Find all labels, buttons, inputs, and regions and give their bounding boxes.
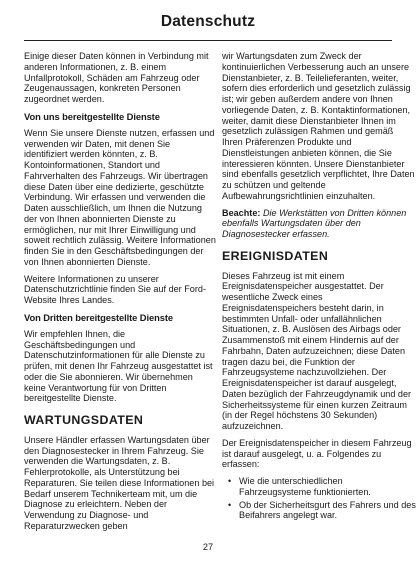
right-column	[222, 51, 416, 523]
note-text: Die Werkstätten von Dritten können ebenfalls Wartungsdaten über den Diagnosestecker erfassen.	[222, 207, 407, 239]
intro-paragraph: Einige dieser Daten können in Verbindung mit anderen Informationen, z. B. einem Unfallprotokoll, Schäden am Fahrzeug oder Zeugenaussagen, konkreten Personen zugeordnet werden.	[24, 51, 209, 104]
heading-maintenance-data: WARTUNGSDATEN	[24, 413, 144, 427]
header-divider	[24, 40, 392, 41]
heading-own-services: Von uns bereitgestellte Dienste	[24, 110, 160, 122]
heading-event-data: EREIGNISDATEN	[222, 248, 329, 263]
event-data-list	[222, 476, 416, 521]
page-number: 27	[202, 542, 214, 552]
list-item	[222, 476, 416, 498]
maintenance-paragraph: Unsere Händler erfassen Wartungsdaten über den Diagnosestecker in Ihrem Fahrzeug. Sie verwenden die Wartungsdaten, z. B. Fehlerprotokolle, als Unterstützung bei Reparaturen. Sie teilen diese Informationen bei Bedarf unserem Technikerteam mit, um die Diagnose zu erleichtern. Neben der Verwendung zu Diagnose- und Reparaturzwecken geben	[24, 434, 215, 531]
own-services-paragraph-2: Weitere Informationen zu unserer Datenschutzrichtlinie finden Sie auf der Ford-Website Ihres Landes.	[24, 273, 206, 305]
list-item-text: Wie die unterschiedlichen Fahrzeugsysteme funktionierten.	[239, 476, 371, 497]
event-paragraph-2: Der Ereignisdatenspeicher in diesem Fahrzeug ist darauf ausgelegt, u. a. Folgendes zu erfassen:	[222, 437, 412, 470]
note-label: Beachte:	[222, 207, 261, 218]
maintenance-continued-paragraph: wir Wartungsdaten zum Zweck der kontinuierlichen Verbesserung auch an unsere Dienstanbieter, z. B. Teilelieferanten, weiter, sofern dies erforderlich und gesetzlich zulässig ist; wir geben außerdem andere von Ihnen vorliegende Daten, z. B. Kontaktinformationen, weiter, damit diese Dienstanbieter Ihnen im gesetzlich zulässigen Rahmen und gemäß Ihren Präferenzen Produkte und Dienstleistungen anbieten können, die Sie interessieren könnten. Unsere Dienstanbieter sind ebenfalls gesetzlich verpflichtet, Ihre Daten zu schützen und geltende Aufbewahrungsrichtlinien einzuhalten.	[222, 51, 415, 201]
own-services-paragraph-1: Wenn Sie unsere Dienste nutzen, erfassen und verwenden wir Daten, mit denen Sie identifiziert werden könnten, z. B. Kontoinformationen, Standort und Fahrverhalten des Fahrzeugs. Wir übertragen diese Daten über eine dedizierte, geschützte Verbindung. Wir erfassen und verwenden die Daten ausschließlich, um Ihnen die Nutzung der von Ihnen abonnierten Dienste zu ermöglichen, nur mit Ihrer Einwilligung und soweit rechtlich zulässig. Weitere Informationen finden Sie in den Geschäftsbedingungen der von Ihnen abonnierten Dienste.	[24, 127, 216, 267]
third-party-paragraph: Wir empfehlen Ihnen, die Geschäftsbedingungen und Datenschutzinformationen für alle Dienste zu prüfen, mit denen Ihr Fahrzeug ausgestattet ist oder die Sie abonnieren. Wir übernehmen keine Verantwortung für von Dritten bereitgestellte Dienste.	[24, 328, 213, 404]
bullet-marker: •	[228, 499, 232, 510]
page-header	[0, 0, 416, 40]
bullet-marker: •	[228, 476, 232, 486]
heading-third-party-services: Von Dritten bereitgestellte Dienste	[24, 311, 173, 323]
event-paragraph-1: Dieses Fahrzeug ist mit einem Ereignisdatenspeicher ausgestattet. Der wesentliche Zweck eines Ereignisdatenspeichers besteht darin, in bestimmten Unfall- oder unfallähnlichen Situationen, z. B. Auslösen des Airbags oder Zusammenstoß mit einem Hindernis auf der Fahrbahn, Daten aufzuzeichnen; diese Daten tragen dazu bei, die Funktion der Fahrzeugsysteme nachzuvollziehen. Der Ereignisdatenspeicher ist darauf ausgelegt, Daten bezüglich der Fahrzeugdynamik und der Sicherheitssysteme für einen kurzen Zeitraum (in der Regel höchstens 30 Sekunden) aufzuzeichnen.	[222, 270, 412, 431]
page-title: Datenschutz	[160, 13, 256, 30]
list-item-text: Ob der Sicherheitsgurt des Fahrers und des Beifahrers angelegt war.	[239, 499, 416, 521]
left-column	[24, 51, 216, 538]
note	[222, 208, 416, 240]
list-item	[222, 500, 416, 522]
